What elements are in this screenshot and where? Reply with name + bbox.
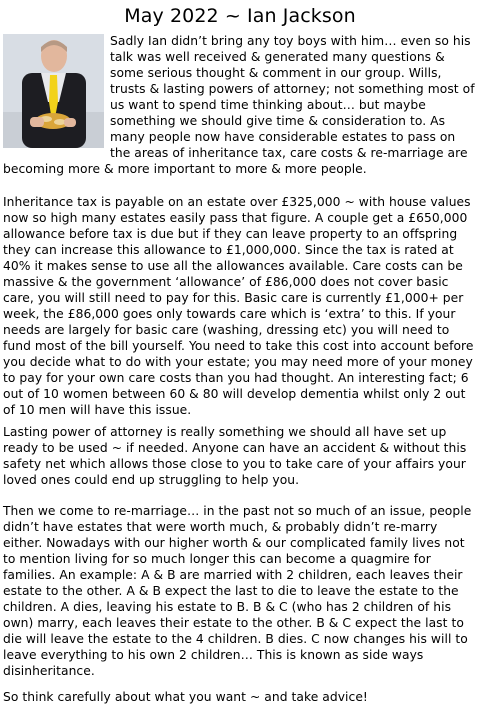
paragraph-inheritance-tax: Inheritance tax is payable on an estate over £325,000 ~ with house values now so high many estates easily pass that figure. A couple get a £650,000 allowance before tax is due but if they can leave property to an offspring they can increase this allowance to £1,000,000. Since the tax is rated at 40% it makes sense to use all the allowances available. Care costs can be massive & the government ‘allowance’ of £86,000 does not cover basic care, you will still need to pay for this. Basic care is currently £1,000+ per week, the £86,000 goes only towards care which is ‘extra’ to this. If your needs are largely for basic care (washing, dressing etc) you will need to fund most of the bill yourself. You need to take this cost into account before you decide what to do with your estate; you may need more of your money to pay for your own care costs than you had thought. An interesting fact; 6 out of 10 women between 60 & 80 will develop dementia whilst only 2 out of 10 men will have this issue. [3,195,474,417]
article-title: May 2022 ~ Ian Jackson [124,5,356,27]
intro-paragraph [3,33,477,177]
paragraph-closing-advice: So think carefully about what you want ~ and take advice! [3,690,368,704]
paragraph-lasting-power-of-attorney: Lasting power of attorney is really something we should all have set up ready to be used ~ if needed. Anyone can have an accident & without this safety net which allows those close to you to take care of your affairs your loved ones could end up struggling to help you. [3,425,467,487]
photo-wrap-space [3,33,110,148]
paragraph-re-marriage: Then we come to re-marriage… in the past not so much of an issue, people didn’t have estates that were worth much, & probably didn’t re-marry either. Nowadays with our higher worth & our complicated family lives not to mention living for so much longer this can become a quagmire for families. An example: A & B are married with 2 children, each leaves their estate to the other. A & B expect the last to die to leave the estate to the children. A dies, leaving his estate to B. B & C (who has 2 children of his own) marry, each leaves their estate to the other. B & C expect the last to die will leave the estate to the 4 children. B dies. C now changes his will to leave everything to his own 2 children… This is known as side ways disinheritance. [3,504,472,678]
intro-text: Sadly Ian didn’t bring any toy boys with him… even so his talk was well received & generated many questions & some serious thought & comment in our group. Wills, trusts & lasting powers of attorney; not something most of us want to spend time thinking about… but maybe something we should give time & consideration to. As many people now have considerable estates to pass on the areas of inheritance tax, care costs & re-marriage are becoming more & more important to more & more people. [3,34,475,176]
